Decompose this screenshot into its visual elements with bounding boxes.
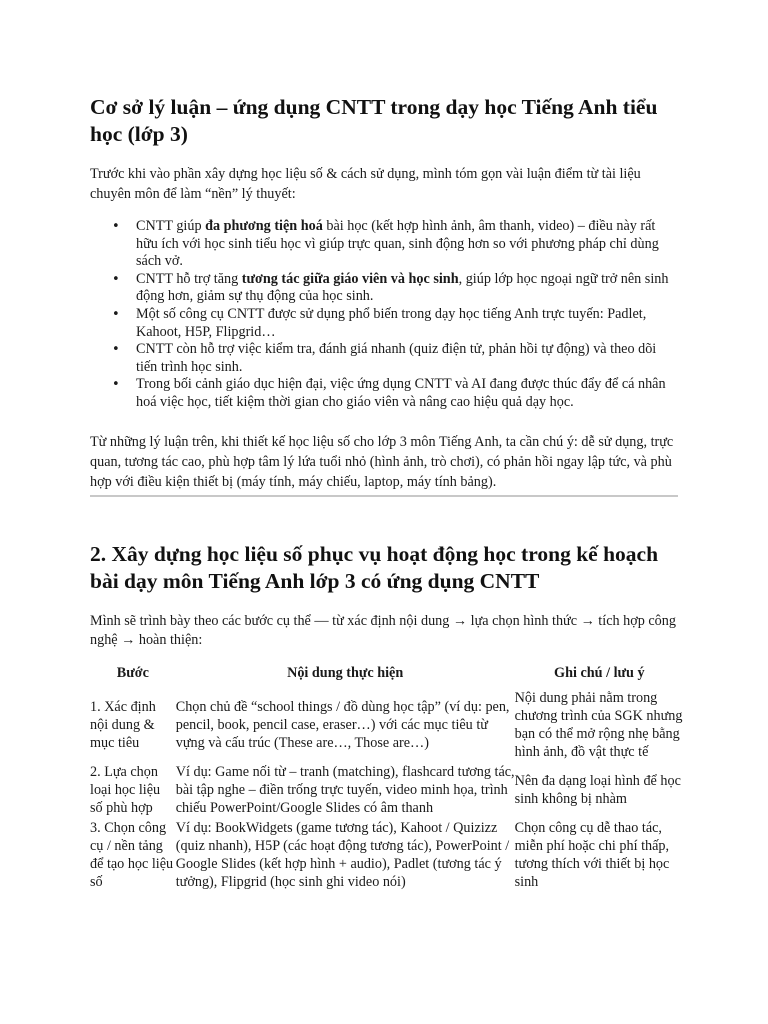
table-cell-step: 1. Xác định nội dung & mục tiêu xyxy=(90,699,156,751)
table-header-row xyxy=(90,664,684,688)
bullet-item: • CNTT hỗ trợ tăng tương tác giữa giáo viên và học sinh, giúp lớp học ngoại ngữ trở nên sinh động hơn, giảm sự thụ động của học sinh. xyxy=(90,271,678,306)
bullet-item: • CNTT còn hỗ trợ việc kiểm tra, đánh giá nhanh (quiz điện tử, phản hồi tự động) và theo dõi tiến trình học sinh. xyxy=(90,341,678,376)
column-header-content: Nội dung thực hiện xyxy=(287,665,404,681)
column-header-notes: Ghi chú / lưu ý xyxy=(554,665,645,681)
table-cell-notes: Nên đa dạng loại hình để học sinh không bị nhàm xyxy=(514,773,681,807)
table-row xyxy=(90,818,684,892)
section-1-title: Cơ sở lý luận – ứng dụng CNTT trong dạy học Tiếng Anh tiểu học (lớp 3) xyxy=(90,95,658,146)
section-1-conclusion: Từ những lý luận trên, khi thiết kế học liệu số cho lớp 3 môn Tiếng Anh, ta cần chú ý: dễ sử dụng, trực quan, tương tác cao, phù hợp tâm lý lứa tuổi nhỏ (hình ảnh, trò chơi), có phản hồi ngay lập tức, và phù hợp với điều kiện thiết bị (máy tính, máy chiếu, laptop, máy tính bảng). xyxy=(90,434,674,490)
bullet-item: • Một số công cụ CNTT được sử dụng phổ biến trong dạy học tiếng Anh trực tuyến: Padlet, Kahoot, H5P, Flipgrid… xyxy=(90,306,678,341)
table-row xyxy=(90,688,684,762)
table-cell-content: Ví dụ: BookWidgets (game tương tác), Kahoot / Quizizz (quiz nhanh), H5P (các hoạt động tương tác), PowerPoint / Google Slides (kết hợp hình + audio), Padlet (tương tác ý tưởng), Flipgrid (học sinh ghi video nói) xyxy=(175,820,510,890)
table-cell-content: Chọn chủ đề “school things / đồ dùng học tập” (ví dụ: pen, pencil, book, pencil case, eraser…) với các mục tiêu từ vựng và cấu trúc (These are…, Those are…) xyxy=(175,699,510,751)
section-2-title: 2. Xây dựng học liệu số phục vụ hoạt động học trong kế hoạch bài dạy môn Tiếng Anh lớp 3 có ứng dụng CNTT xyxy=(90,542,659,593)
section-divider xyxy=(90,495,678,497)
table-cell-notes: Chọn công cụ dễ thao tác, miễn phí hoặc chi phí thấp, tương thích với thiết bị học sinh xyxy=(514,820,670,890)
table-row xyxy=(90,762,684,818)
column-header-step: Bước xyxy=(116,665,149,681)
theory-bullet-list xyxy=(90,218,678,412)
steps-table xyxy=(90,664,684,892)
table-cell-step: 2. Lựa chọn loại học liệu số phù hợp xyxy=(90,764,161,816)
table-cell-notes: Nội dung phải nằm trong chương trình của SGK nhưng bạn có thể mở rộng nhẹ bằng hình ảnh, đồ vật thực tế xyxy=(514,690,683,760)
section-1-intro: Trước khi vào phần xây dựng học liệu số & cách sử dụng, mình tóm gọn vài luận điểm từ tài liệu chuyên môn để làm “nền” lý thuyết: xyxy=(90,166,641,202)
table-cell-step: 3. Chọn công cụ / nền tảng để tạo học liệu số xyxy=(90,820,174,890)
bullet-item: • Trong bối cảnh giáo dục hiện đại, việc ứng dụng CNTT và AI đang được thúc đẩy để cá nhân hoá việc học, tiết kiệm thời gian cho giáo viên và nâng cao hiệu quả dạy học. xyxy=(90,376,678,411)
table-cell-content: Ví dụ: Game nối từ – tranh (matching), flashcard tương tác, bài tập nghe – điền trống trực tuyến, video minh họa, trình chiếu PowerPoint/Google Slides có âm thanh xyxy=(175,764,515,816)
section-2-intro: Mình sẽ trình bày theo các bước cụ thể — từ xác định nội dung → lựa chọn hình thức → tích hợp công nghệ → hoàn thiện: xyxy=(90,613,676,648)
bullet-item: • CNTT giúp đa phương tiện hoá bài học (kết hợp hình ảnh, âm thanh, video) – điều này rất hữu ích với học sinh tiểu học vì giúp trực quan, sinh động hơn so với phương pháp chỉ dùng sách vở. xyxy=(90,218,678,271)
